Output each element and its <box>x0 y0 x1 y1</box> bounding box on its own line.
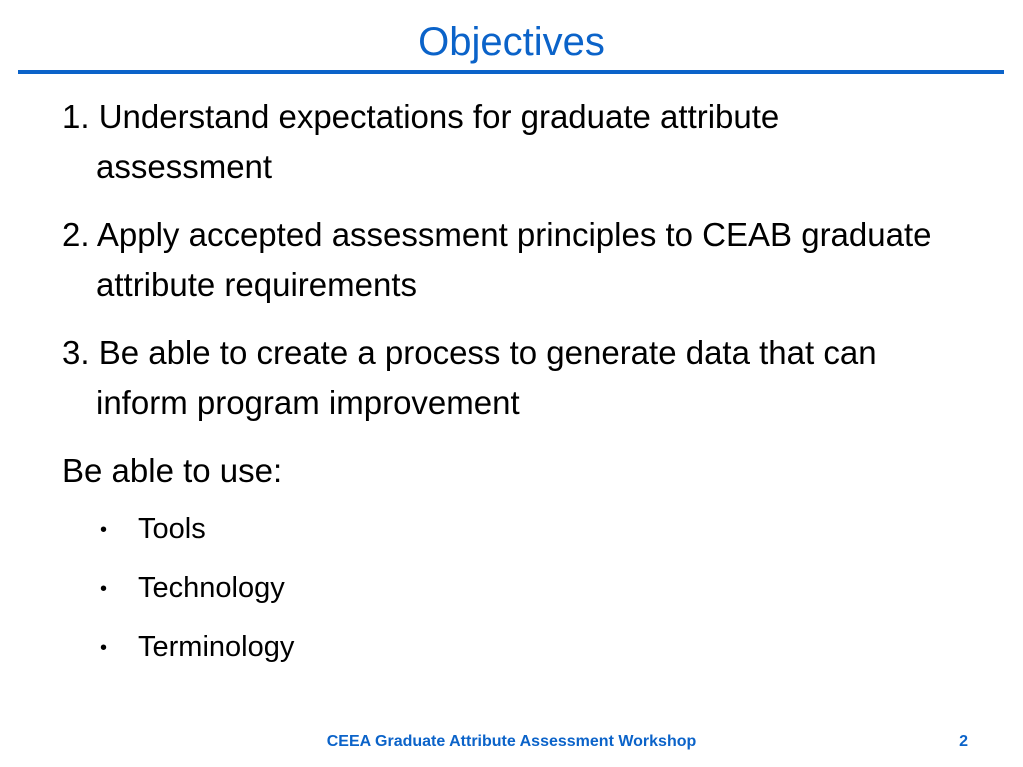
bullet-item-terminology <box>100 622 962 681</box>
bullet-list <box>62 504 962 681</box>
bullet-label: Tools <box>138 513 206 545</box>
bullet-item-technology <box>100 563 962 622</box>
slide-title: Objectives <box>418 20 605 64</box>
objective-item-3: 3. Be able to create a process to generate data that can inform program improvement <box>62 334 877 421</box>
page-number: 2 <box>959 733 968 750</box>
bullet-label: Technology <box>138 572 285 604</box>
bullet-icon: • <box>100 578 108 600</box>
bullet-icon: • <box>100 519 108 541</box>
bullet-icon: • <box>100 637 108 659</box>
footer-text: CEEA Graduate Attribute Assessment Workshop <box>326 733 697 750</box>
use-intro: Be able to use: <box>62 452 283 489</box>
objective-item-2: 2. Apply accepted assessment principles to CEAB graduate attribute requirements <box>62 216 932 303</box>
bullet-item-tools <box>100 504 962 563</box>
bullet-label: Terminology <box>138 631 295 663</box>
slide-body <box>62 92 962 681</box>
objective-item-1: 1. Understand expectations for graduate attribute assessment <box>62 98 780 185</box>
title-divider <box>18 70 1004 74</box>
